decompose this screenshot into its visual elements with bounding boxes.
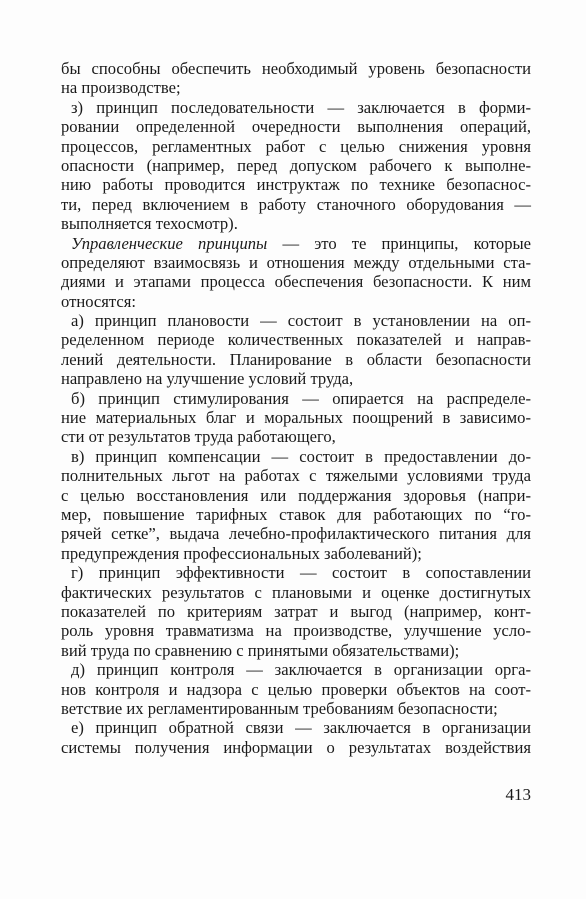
text-line: б) принцип стимулирования — опирается на распределе- xyxy=(71,388,531,408)
text-line: д) принцип контроля — заключается в организации орга- xyxy=(71,660,531,680)
text-line: бы способны обеспечить необходимый уровень безопасности xyxy=(61,59,531,78)
text-line: е) принцип обратной связи — заключается в организации xyxy=(71,718,531,738)
text-line: рячей сетке”, выдача лечебно-профилактического питания для xyxy=(61,524,531,544)
text-line: лений деятельности. Планирование в области безопасности xyxy=(61,349,531,369)
text-line: в) принцип компенсации — состоит в предоставлении до- xyxy=(71,446,531,466)
line-text: — это те принципы, которые xyxy=(282,233,532,253)
text-line: вий труда по сравнению с принятыми обязательствами); xyxy=(61,640,460,660)
text-line: ти, перед включением в работу станочного оборудования — xyxy=(61,194,531,214)
text-line: нов контроля и надзора с целью проверки объектов на соот- xyxy=(61,679,531,699)
text-line: системы получения информации о результатах воздействия xyxy=(61,737,531,757)
text-line: нию работы проводится инструктаж по технике безопаснос- xyxy=(61,175,531,195)
text-line: а) принцип плановости — состоит в установлении на оп- xyxy=(71,311,531,331)
text-line xyxy=(61,234,531,253)
text-line: г) принцип эффективности — состоит в сопоставлении xyxy=(71,563,531,583)
text-line: на производстве; xyxy=(61,78,181,98)
text-line: выполняется техосмотр). xyxy=(61,214,238,234)
text-line: роль уровня травматизма на производстве, улучшение усло- xyxy=(61,621,531,641)
text-line: показателей по критериям затрат и выгод (например, конт- xyxy=(61,601,531,621)
text-line: относятся: xyxy=(61,291,136,311)
text-line: предупреждения профессиональных заболеваний); xyxy=(61,543,422,563)
text-line: фактических результатов с плановыми и оценке достигнутых xyxy=(61,582,531,602)
text-line: сти от результатов труда работающего, xyxy=(61,427,336,447)
text-line: ветствие их регламентированным требованиям безопасности; xyxy=(61,698,498,718)
italic-term: Управленческие принципы xyxy=(71,233,268,253)
text-line: ределенном периоде количественных показателей и направ- xyxy=(61,330,531,350)
text-line: направлено на улучшение условий труда, xyxy=(61,369,354,389)
text-line: определяют взаимосвязь и отношения между отдельными ста- xyxy=(61,252,531,272)
text-line: процессов, регламентных работ с целью снижения уровня xyxy=(61,136,531,156)
text-line: ние материальных благ и моральных поощрений в зависимо- xyxy=(61,408,531,428)
text-line: мер, повышение тарифных ставок для работающих по “го- xyxy=(61,504,531,524)
text-line: с целью восстановления или поддержания здоровья (напри- xyxy=(61,485,531,505)
text-line: полнительных льгот на работах с тяжелыми условиями труда xyxy=(61,466,531,486)
text-line: з) принцип последовательности — заключается в форми- xyxy=(71,97,531,117)
text-line: ровании определенной очередности выполнения операций, xyxy=(61,117,531,137)
page-number: 413 xyxy=(505,785,531,804)
text-line: диями и этапами процесса обеспечения безопасности. К ним xyxy=(61,272,531,292)
text-line: опасности (например, перед допуском рабочего к выполне- xyxy=(61,155,531,175)
body-text xyxy=(61,59,531,757)
